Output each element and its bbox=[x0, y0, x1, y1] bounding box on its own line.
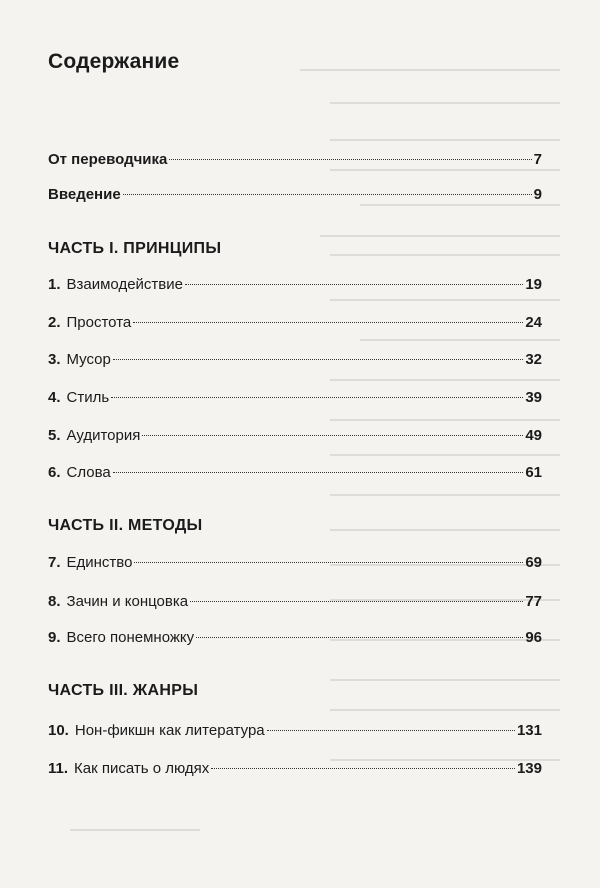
chapter-number: 9. bbox=[48, 629, 61, 646]
page-title: Содержание bbox=[48, 50, 180, 73]
chapter-number: 11. bbox=[48, 760, 69, 777]
entry-title: Простота bbox=[66, 314, 132, 331]
chapter-number: 3. bbox=[48, 351, 61, 368]
page-number: 139 bbox=[516, 760, 542, 777]
entry-title: От переводчика bbox=[48, 151, 168, 168]
leader-dots bbox=[196, 637, 523, 638]
page-number: 49 bbox=[525, 427, 542, 444]
toc-entry[interactable] bbox=[48, 275, 542, 295]
part-heading: ЧАСТЬ II. МЕТОДЫ bbox=[48, 517, 203, 534]
leader-dots bbox=[190, 601, 523, 602]
page-number: 131 bbox=[516, 722, 542, 739]
page-number: 9 bbox=[533, 186, 542, 203]
entry-title: Зачин и концовка bbox=[66, 593, 189, 610]
leader-dots bbox=[111, 397, 523, 398]
chapter-number: 10. bbox=[48, 722, 69, 739]
chapter-number: 8. bbox=[48, 593, 61, 610]
entry-title: Нон-фикшн как литература bbox=[74, 722, 265, 739]
toc-entry[interactable] bbox=[48, 313, 542, 333]
chapter-number: 4. bbox=[48, 389, 61, 406]
toc-entry[interactable] bbox=[48, 463, 542, 483]
chapter-number: 5. bbox=[48, 427, 61, 444]
leader-dots bbox=[134, 562, 523, 563]
leader-dots bbox=[267, 730, 515, 731]
toc-entry[interactable] bbox=[48, 721, 542, 741]
entry-title: Аудитория bbox=[66, 427, 141, 444]
leader-dots bbox=[133, 322, 523, 323]
toc-entry[interactable] bbox=[48, 628, 542, 648]
page-number: 61 bbox=[525, 464, 542, 481]
toc-entry[interactable] bbox=[48, 426, 542, 446]
chapter-number: 2. bbox=[48, 314, 61, 331]
page-number: 39 bbox=[525, 389, 542, 406]
chapter-number: 7. bbox=[48, 554, 61, 571]
page-number: 69 bbox=[525, 554, 542, 571]
leader-dots bbox=[211, 768, 515, 769]
toc-entry[interactable] bbox=[48, 350, 542, 370]
toc-entry[interactable] bbox=[48, 388, 542, 408]
part-heading: ЧАСТЬ III. ЖАНРЫ bbox=[48, 682, 199, 699]
leader-dots bbox=[113, 359, 523, 360]
toc-entry[interactable] bbox=[48, 759, 542, 779]
entry-title: Введение bbox=[48, 186, 121, 203]
leader-dots bbox=[185, 284, 523, 285]
entry-title: Слова bbox=[66, 464, 111, 481]
leader-dots bbox=[113, 472, 524, 473]
leader-dots bbox=[123, 194, 532, 195]
page-number: 24 bbox=[525, 314, 542, 331]
entry-title: Как писать о людях bbox=[74, 760, 210, 777]
entry-title: Стиль bbox=[66, 389, 110, 406]
entry-title: Всего понемножку bbox=[66, 629, 195, 646]
toc-entry-translator[interactable] bbox=[48, 150, 542, 170]
entry-title: Взаимодействие bbox=[66, 276, 183, 293]
toc-entry-introduction[interactable] bbox=[48, 185, 542, 205]
page-number: 7 bbox=[533, 151, 542, 168]
page-number: 77 bbox=[525, 593, 542, 610]
entry-title: Мусор bbox=[66, 351, 111, 368]
toc-entry[interactable] bbox=[48, 592, 542, 612]
chapter-number: 1. bbox=[48, 276, 61, 293]
toc-entry[interactable] bbox=[48, 553, 542, 573]
chapter-number: 6. bbox=[48, 464, 61, 481]
page-number: 19 bbox=[525, 276, 542, 293]
page-number: 96 bbox=[525, 629, 542, 646]
part-heading: ЧАСТЬ I. ПРИНЦИПЫ bbox=[48, 240, 222, 257]
leader-dots bbox=[142, 435, 523, 436]
entry-title: Единство bbox=[66, 554, 133, 571]
page-number: 32 bbox=[525, 351, 542, 368]
leader-dots bbox=[169, 159, 531, 160]
